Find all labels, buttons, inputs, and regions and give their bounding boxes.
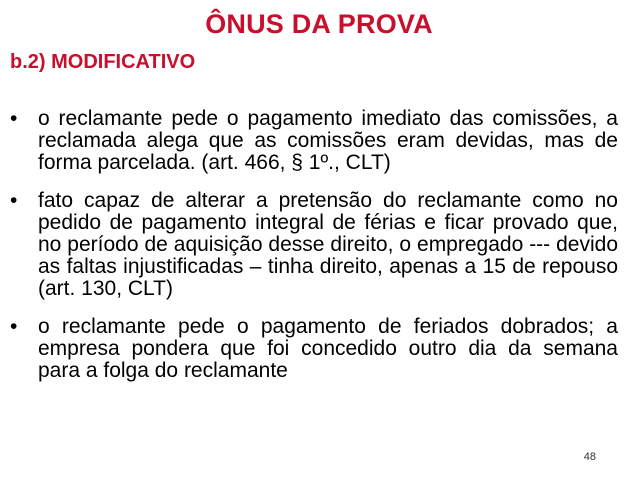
slide-subtitle: b.2) MODIFICATIVO [10, 51, 196, 73]
bullet-item [10, 190, 618, 300]
bullet-item [10, 316, 618, 382]
bullet-marker: • [10, 315, 18, 338]
bullet-text: fato capaz de alterar a pretensão do reclamante como no pedido de pagamento integral de férias e ficar provado que, no período de aquisição desse direito, o empregado --- devido as faltas injustificadas – tinha direito, apenas a 15 de repouso (art. 130, CLT) [38, 189, 618, 300]
bullet-item [10, 108, 618, 174]
bullet-text: o reclamante pede o pagamento de feriados dobrados; a empresa pondera que foi concedido outro dia da semana para a folga do reclamante [38, 315, 618, 382]
page-number: 48 [583, 451, 596, 463]
bullet-marker: • [10, 189, 18, 212]
bullet-text: o reclamante pede o pagamento imediato das comissões, a reclamada alega que as comissões eram devidas, mas de forma parcelada. (art. 466, § 1º., CLT) [38, 107, 618, 174]
slide-title: ÔNUS DA PROVA [205, 9, 433, 39]
bullet-list [10, 108, 618, 398]
bullet-marker: • [10, 107, 18, 130]
